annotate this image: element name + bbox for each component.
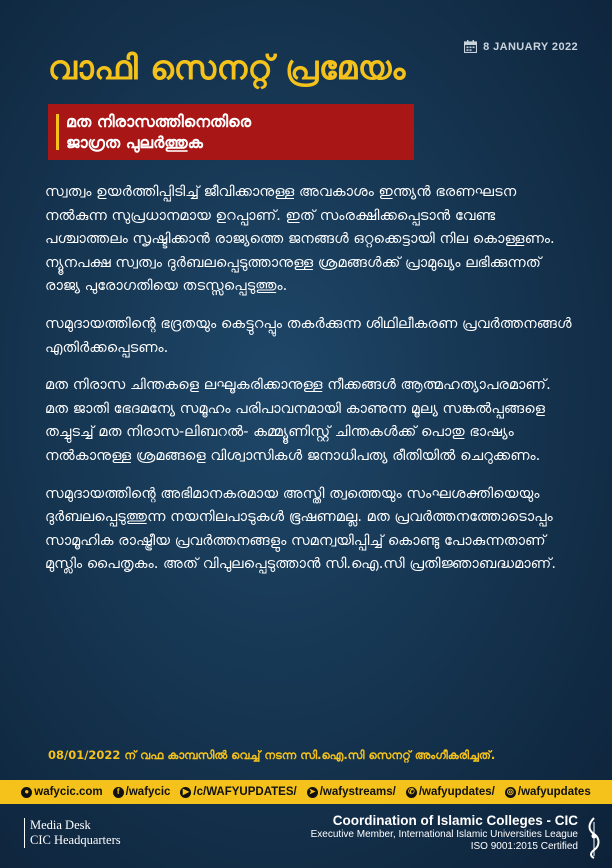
whatsapp-icon: ✆ bbox=[406, 787, 417, 798]
subtitle-line-2: ജാഗ്രത പുലർത്തുക bbox=[66, 133, 203, 152]
social-link-label: /wafystreams/ bbox=[319, 786, 396, 798]
media-desk-line-1: Media Desk bbox=[30, 818, 91, 832]
paragraph-1: സ്വത്വം ഉയർത്തിപ്പിടിച്ച് ജീവിക്കാനുള്ള അവകാശം ഇന്ത്യൻ ഭരണഘടന നൽകുന്ന സുപ്രധാനമായ ഉറപ്പാണ്. ഇത് സംരക്ഷിക്കപ്പെടാൻ വേണ്ട പശ്ചാത്തലം സൃഷ്ടിക്കാൻ രാജ്യത്തെ ജനങ്ങൾ ഒറ്റക്കെട്ടായി നില കൊള്ളണം. ന്യൂനപക്ഷ സ്വത്വം ദുർബലപ്പെടുത്താനുള്ള ശ്രമങ്ങൾക്ക് പ്രാമുഖ്യം ലഭിക്കുന്നത് രാജ്യ പുരോഗതിയെ തടസ്സപ്പെടുത്തും. bbox=[45, 183, 555, 295]
organization-block bbox=[311, 813, 578, 853]
organization-name: Coordination of Islamic Colleges - CIC bbox=[332, 813, 578, 828]
social-links-bar bbox=[0, 780, 612, 804]
subtitle-banner bbox=[48, 104, 414, 160]
media-desk-block bbox=[24, 818, 121, 848]
paragraph-2: സമുദായത്തിന്റെ ഭദ്രതയും കെട്ടുറപ്പും തകർക്കുന്ന ശിഥിലീകരണ പ്രവർത്തനങ്ങൾ എതിർക്കപ്പെടണം. bbox=[45, 314, 572, 356]
media-desk-line-2: CIC Headquarters bbox=[30, 833, 121, 847]
page-title: വാഫി സെനറ്റ് പ്രമേയം bbox=[48, 48, 406, 87]
footer bbox=[0, 804, 612, 868]
subtitle-line-1: മത നിരാസത്തിനെതിരെ bbox=[66, 112, 252, 131]
social-link-whatsapp[interactable] bbox=[406, 786, 495, 798]
organization-membership: Executive Member, International Islamic Universities League bbox=[310, 829, 578, 840]
facebook-icon: f bbox=[113, 787, 124, 798]
telegram-icon: ➤ bbox=[307, 787, 318, 798]
social-link-label: wafycic.com bbox=[34, 786, 103, 798]
organization-certification: ISO 9001:2015 Certified bbox=[470, 841, 578, 852]
social-link-label: /wafyupdates/ bbox=[418, 786, 495, 798]
social-link-telegram[interactable] bbox=[307, 786, 396, 798]
social-link-label: /wafycic bbox=[125, 786, 171, 798]
social-link-website[interactable] bbox=[21, 786, 102, 798]
youtube-icon: ▶ bbox=[180, 787, 191, 798]
globe-icon: ● bbox=[21, 787, 32, 798]
social-link-instagram[interactable] bbox=[505, 786, 591, 798]
resolution-body bbox=[45, 180, 575, 590]
instagram-icon: ◎ bbox=[505, 787, 516, 798]
social-link-facebook[interactable] bbox=[113, 786, 171, 798]
date-stamp bbox=[464, 40, 578, 53]
subtitle-accent-bar bbox=[56, 114, 59, 150]
social-link-youtube[interactable] bbox=[180, 786, 296, 798]
paragraph-4: സമുദായത്തിന്റെ അഭിമാനകരമായ അസ്തി ത്വത്തെയും സംഘശക്തിയെയും ദുർബലപ്പെടുത്തുന്ന നയനിലപാടുകൾ ഭൂഷണമല്ല. മത പ്രവർത്തനത്തോടൊപ്പം സാമൂഹിക രാഷ്ട്രീയ പ്രവർത്തനങ്ങളും സമന്വയിപ്പിച്ച് കൊണ്ടു പോകുന്നതാണ് മുസ്ലിം പൈതൃകം. അത് വിപുലപ്പെടുത്താൻ സി.ഐ.സി പ്രതിജ്ഞാബദ്ധമാണ്. bbox=[45, 484, 556, 573]
date-text: 8 JANUARY 2022 bbox=[483, 40, 578, 53]
cic-logo bbox=[584, 816, 604, 860]
paragraph-3: മത നിരാസ ചിന്തകളെ ലഘൂകരിക്കാനുള്ള നീക്കങ്ങൾ ആത്മഹത്യാപരമാണ്. മത ജാതി ഭേദമന്യേ സമൂഹം പരിപാവനമായി കാണുന്ന മൂല്യ സങ്കൽപ്പങ്ങളെ തച്ചുടച്ച് മത നിരാസ-ലിബറൽ- കമ്മ്യൂണിസ്റ്റ് ചിന്തകൾക്ക് പൊതു ഭാഷ്യം നൽകാനുള്ള ശ്രമങ്ങളെ വിശ്വാസികൾ ജനാധിപത്യ രീതിയിൽ ചെറുക്കണം. bbox=[45, 376, 551, 464]
approval-note: 08/01/2022 ന് വഫ കാമ്പസിൽ വെച്ച് നടന്ന സി.ഐ.സി സെനറ്റ് അംഗീകരിച്ചത്. bbox=[48, 748, 496, 762]
calendar-icon bbox=[464, 40, 477, 53]
social-link-label: /c/WAFYUPDATES/ bbox=[193, 786, 297, 798]
social-link-label: /wafyupdates bbox=[517, 786, 591, 798]
